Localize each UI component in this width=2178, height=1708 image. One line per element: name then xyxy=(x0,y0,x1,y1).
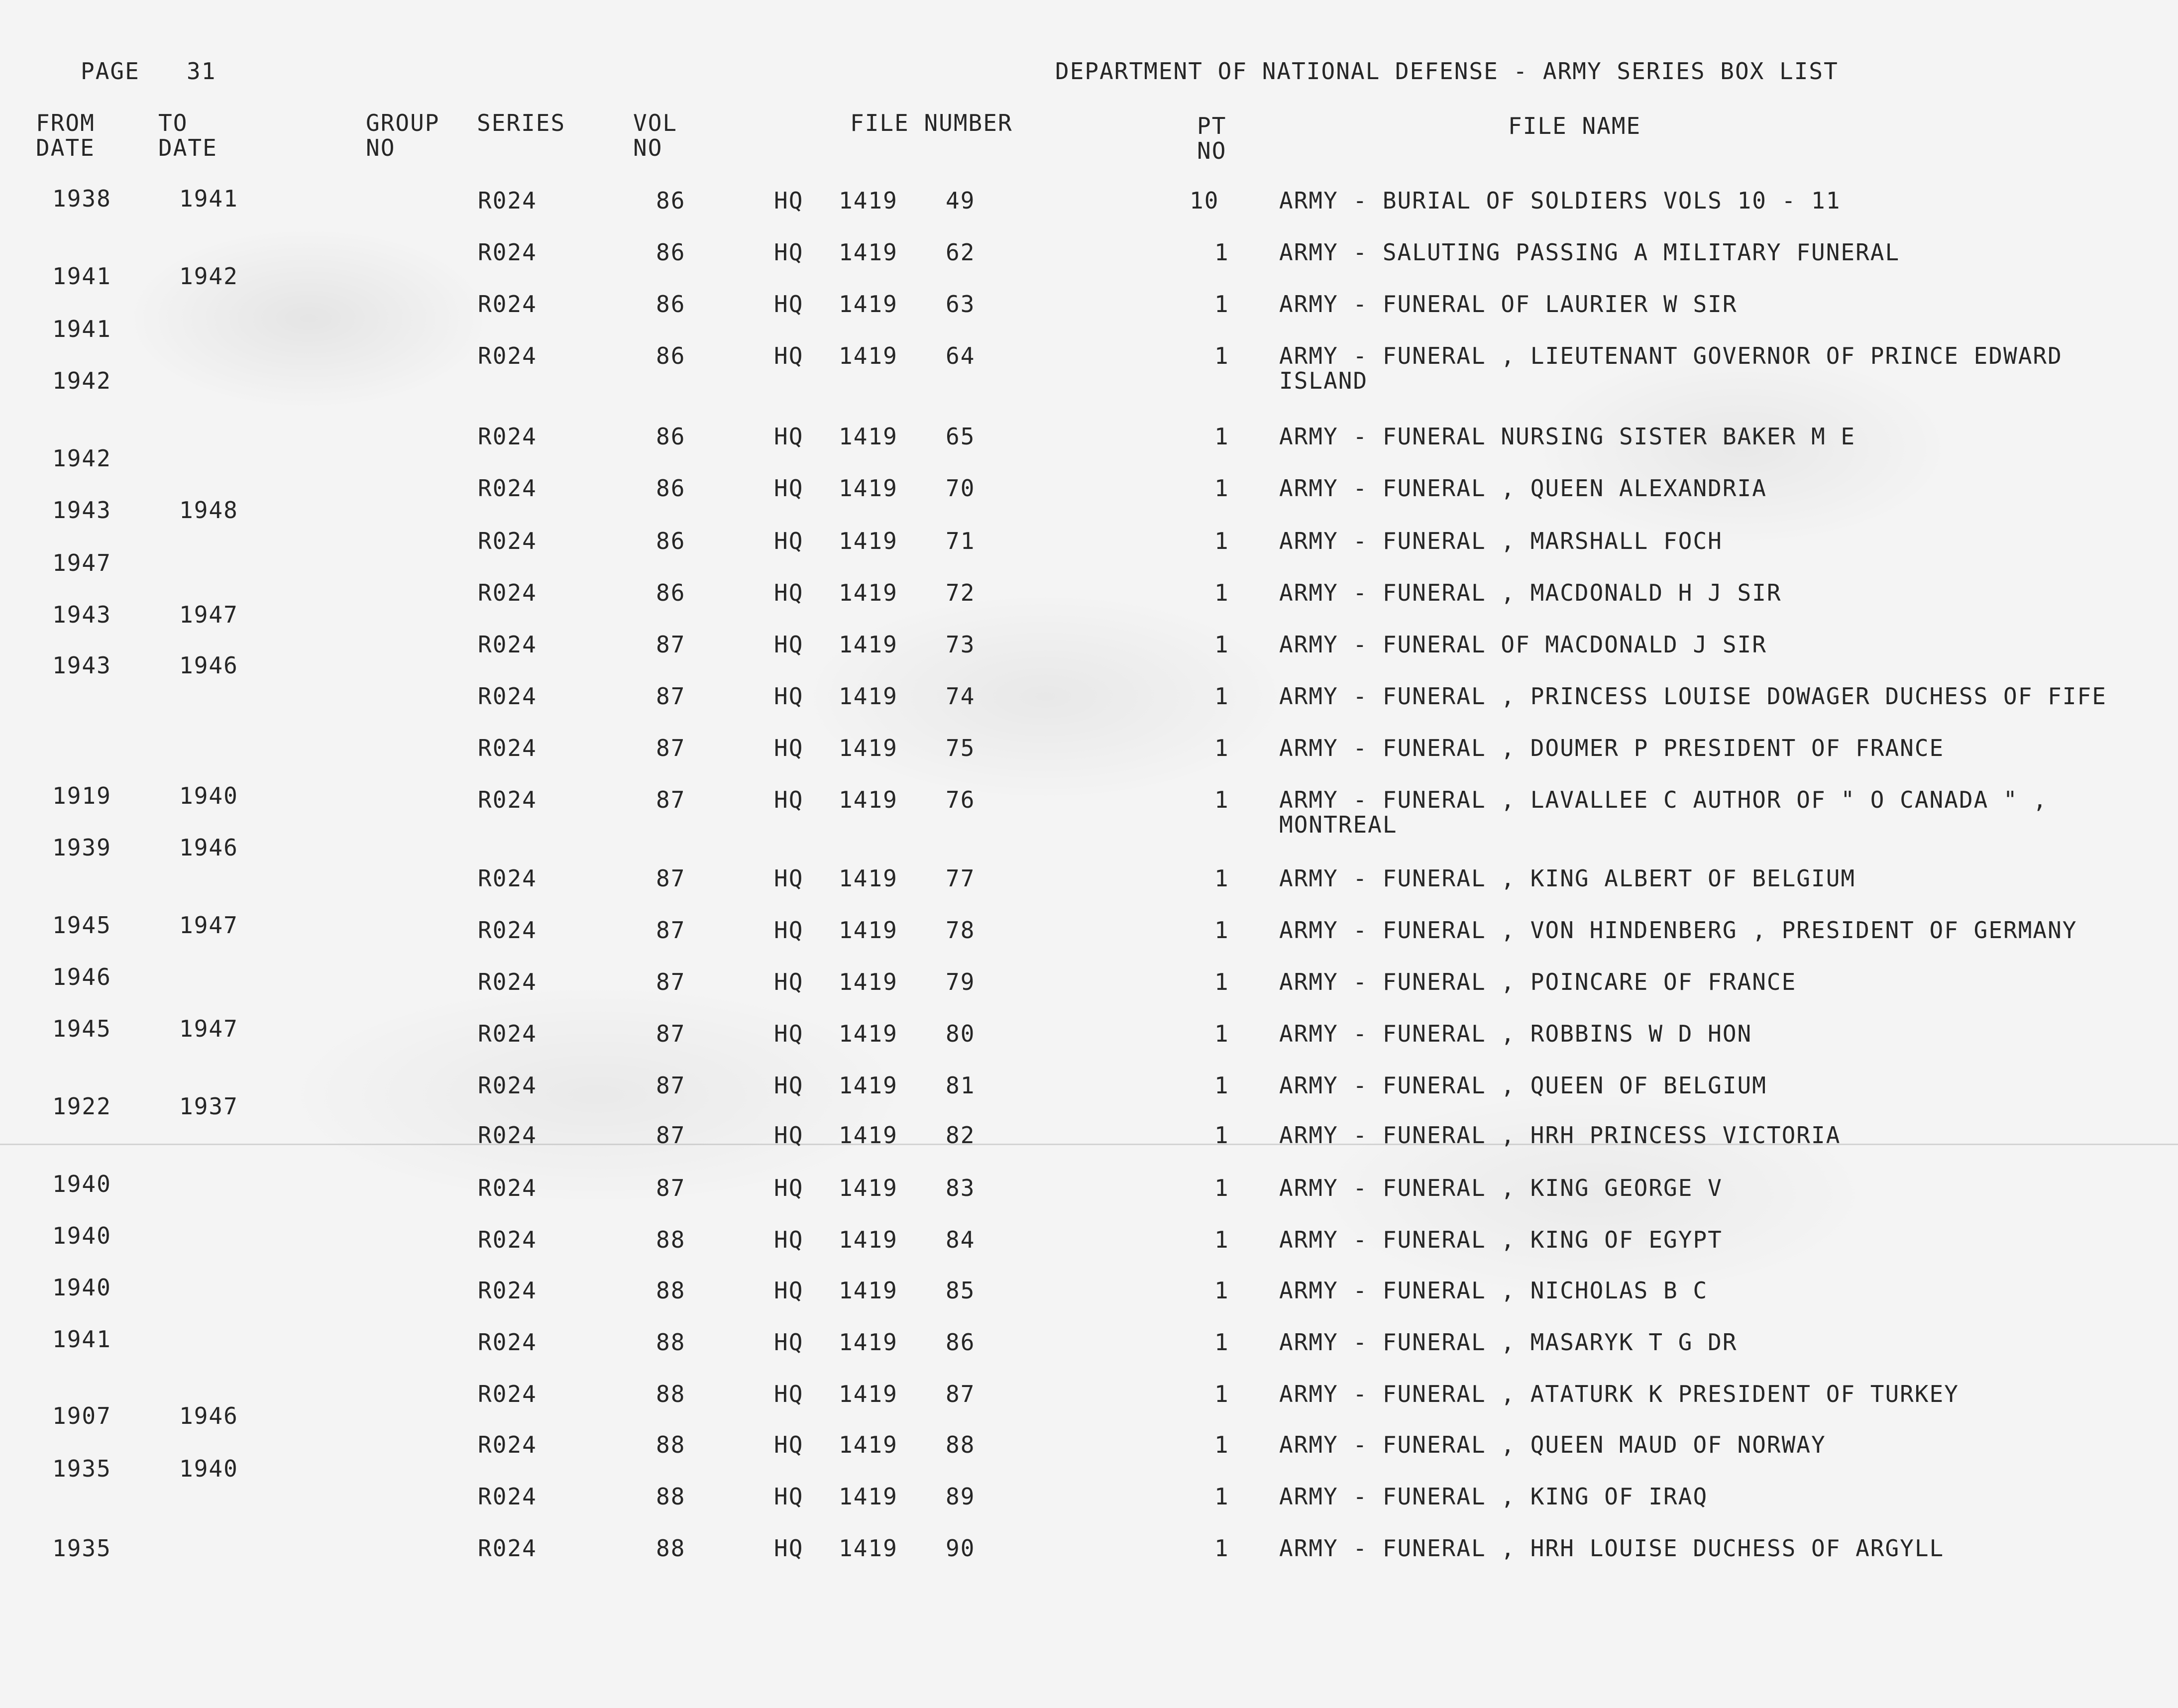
date-from: 1941 xyxy=(52,1326,111,1353)
date-from: 1939 xyxy=(52,834,111,861)
row-vol-no: 88 xyxy=(656,1535,686,1562)
row-vol-no: 87 xyxy=(656,1174,686,1201)
page-fold-line xyxy=(0,1144,2178,1145)
row-pt-no: 1 xyxy=(1214,1072,1229,1099)
row-pt-no: 1 xyxy=(1214,917,1229,944)
row-pt-no: 1 xyxy=(1214,1381,1229,1407)
row-file-prefix: HQ xyxy=(774,1535,804,1562)
row-file-number: 71 xyxy=(946,528,976,554)
row-series: R024 xyxy=(478,968,537,995)
row-series: R024 xyxy=(478,865,537,892)
row-file-prefix: HQ xyxy=(774,1122,804,1149)
row-vol-no: 87 xyxy=(656,683,686,710)
row-file-prefix: HQ xyxy=(774,683,804,710)
row-file-prefix: HQ xyxy=(774,1431,804,1458)
row-series: R024 xyxy=(478,1381,537,1407)
row-pt-no: 1 xyxy=(1214,1020,1229,1047)
row-vol-no: 88 xyxy=(656,1483,686,1510)
row-file-number: 64 xyxy=(946,342,976,369)
date-from: 1943 xyxy=(52,601,111,628)
date-to: 1946 xyxy=(179,834,238,861)
row-file-name: ARMY - BURIAL OF SOLDIERS VOLS 10 - 11 xyxy=(1279,187,1841,214)
row-file-number: 88 xyxy=(946,1431,976,1458)
row-file-series: 1419 xyxy=(839,1431,898,1458)
row-vol-no: 88 xyxy=(656,1431,686,1458)
row-file-name: ARMY - FUNERAL , VON HINDENBERG , PRESIDENT OF GERMANY xyxy=(1279,917,2077,944)
row-series: R024 xyxy=(478,423,537,450)
row-file-series: 1419 xyxy=(839,475,898,502)
row-file-name: ARMY - FUNERAL , KING OF EGYPT xyxy=(1279,1226,1723,1253)
row-pt-no: 1 xyxy=(1214,423,1229,450)
row-series: R024 xyxy=(478,528,537,554)
page-number: 31 xyxy=(187,58,217,85)
row-file-name: MONTREAL xyxy=(1279,811,1398,838)
document-title: DEPARTMENT OF NATIONAL DEFENSE - ARMY SERIES BOX LIST xyxy=(1055,58,1839,85)
col-header-file-number: FILE NUMBER xyxy=(850,109,1013,136)
row-file-name: ARMY - FUNERAL , KING ALBERT OF BELGIUM xyxy=(1279,865,1856,892)
row-pt-no: 1 xyxy=(1214,1329,1229,1356)
date-to: 1942 xyxy=(179,263,238,290)
row-file-series: 1419 xyxy=(839,917,898,944)
row-file-prefix: HQ xyxy=(774,475,804,502)
row-file-number: 72 xyxy=(946,579,976,606)
row-vol-no: 86 xyxy=(656,239,686,266)
row-file-prefix: HQ xyxy=(774,1072,804,1099)
row-file-prefix: HQ xyxy=(774,917,804,944)
date-to: 1947 xyxy=(179,912,238,939)
row-file-number: 87 xyxy=(946,1381,976,1407)
row-file-series: 1419 xyxy=(839,1174,898,1201)
row-pt-no: 1 xyxy=(1214,528,1229,554)
row-vol-no: 86 xyxy=(656,475,686,502)
col-header-series: SERIES xyxy=(477,109,566,136)
row-vol-no: 87 xyxy=(656,786,686,813)
row-file-name: ARMY - FUNERAL , ROBBINS W D HON xyxy=(1279,1020,1752,1047)
row-file-prefix: HQ xyxy=(774,423,804,450)
row-file-name: ARMY - FUNERAL , KING GEORGE V xyxy=(1279,1174,1723,1201)
row-file-prefix: HQ xyxy=(774,631,804,658)
row-pt-no: 1 xyxy=(1214,735,1229,761)
date-from: 1945 xyxy=(52,1015,111,1042)
row-file-prefix: HQ xyxy=(774,1020,804,1047)
row-file-number: 80 xyxy=(946,1020,976,1047)
row-series: R024 xyxy=(478,683,537,710)
row-file-series: 1419 xyxy=(839,1122,898,1149)
col-header-from-date: FROM xyxy=(36,109,95,136)
row-file-name: ARMY - FUNERAL , MARSHALL FOCH xyxy=(1279,528,1723,554)
row-pt-no: 1 xyxy=(1214,239,1229,266)
row-file-number: 63 xyxy=(946,291,976,318)
row-file-number: 83 xyxy=(946,1174,976,1201)
row-vol-no: 88 xyxy=(656,1226,686,1253)
row-file-prefix: HQ xyxy=(774,1483,804,1510)
row-pt-no: 1 xyxy=(1214,342,1229,369)
row-pt-no: 1 xyxy=(1214,631,1229,658)
row-vol-no: 87 xyxy=(656,1020,686,1047)
row-vol-no: 86 xyxy=(656,342,686,369)
row-file-prefix: HQ xyxy=(774,735,804,761)
row-file-series: 1419 xyxy=(839,683,898,710)
date-from: 1938 xyxy=(52,185,111,212)
col-header-group-no: NO xyxy=(366,134,396,161)
row-file-series: 1419 xyxy=(839,239,898,266)
row-pt-no: 1 xyxy=(1214,786,1229,813)
col-header-file-name: FILE NAME xyxy=(1508,112,1641,139)
row-pt-no: 1 xyxy=(1214,865,1229,892)
row-vol-no: 87 xyxy=(656,865,686,892)
row-file-name: ARMY - FUNERAL , POINCARE OF FRANCE xyxy=(1279,968,1797,995)
row-file-name: ARMY - FUNERAL , KING OF IRAQ xyxy=(1279,1483,1708,1510)
col-header-group-no: GROUP xyxy=(366,109,440,136)
row-pt-no: 1 xyxy=(1214,579,1229,606)
row-file-series: 1419 xyxy=(839,968,898,995)
row-file-series: 1419 xyxy=(839,865,898,892)
row-series: R024 xyxy=(478,735,537,761)
row-file-series: 1419 xyxy=(839,786,898,813)
row-series: R024 xyxy=(478,187,537,214)
row-pt-no: 1 xyxy=(1214,1431,1229,1458)
date-to: 1947 xyxy=(179,1015,238,1042)
row-file-series: 1419 xyxy=(839,1020,898,1047)
row-series: R024 xyxy=(478,917,537,944)
row-series: R024 xyxy=(478,1329,537,1356)
row-file-name: ARMY - FUNERAL , QUEEN OF BELGIUM xyxy=(1279,1072,1767,1099)
row-pt-no: 1 xyxy=(1214,291,1229,318)
row-file-number: 78 xyxy=(946,917,976,944)
date-from: 1943 xyxy=(52,497,111,524)
row-file-prefix: HQ xyxy=(774,968,804,995)
row-series: R024 xyxy=(478,1020,537,1047)
row-file-prefix: HQ xyxy=(774,1226,804,1253)
row-vol-no: 86 xyxy=(656,528,686,554)
date-from: 1945 xyxy=(52,912,111,939)
row-vol-no: 87 xyxy=(656,917,686,944)
row-file-series: 1419 xyxy=(839,187,898,214)
row-pt-no: 1 xyxy=(1214,475,1229,502)
row-series: R024 xyxy=(478,1122,537,1149)
col-header-from-date: DATE xyxy=(36,134,95,161)
date-from: 1942 xyxy=(52,445,111,472)
row-vol-no: 86 xyxy=(656,423,686,450)
row-file-number: 81 xyxy=(946,1072,976,1099)
row-file-prefix: HQ xyxy=(774,1381,804,1407)
date-from: 1941 xyxy=(52,263,111,290)
date-from: 1943 xyxy=(52,652,111,679)
row-file-prefix: HQ xyxy=(774,291,804,318)
row-vol-no: 86 xyxy=(656,187,686,214)
col-header-pt-no: PT xyxy=(1197,112,1227,139)
row-pt-no: 1 xyxy=(1214,683,1229,710)
row-vol-no: 87 xyxy=(656,1122,686,1149)
row-file-series: 1419 xyxy=(839,1226,898,1253)
col-header-vol-no: NO xyxy=(633,134,663,161)
row-vol-no: 87 xyxy=(656,631,686,658)
date-from: 1935 xyxy=(52,1535,111,1562)
date-from: 1941 xyxy=(52,316,111,342)
row-vol-no: 86 xyxy=(656,291,686,318)
row-file-series: 1419 xyxy=(839,1329,898,1356)
row-series: R024 xyxy=(478,631,537,658)
row-series: R024 xyxy=(478,475,537,502)
row-pt-no: 10 xyxy=(1190,187,1219,214)
row-file-name: ARMY - FUNERAL , HRH LOUISE DUCHESS OF ARGYLL xyxy=(1279,1535,1945,1562)
row-file-number: 73 xyxy=(946,631,976,658)
row-file-name: ARMY - FUNERAL , MACDONALD H J SIR xyxy=(1279,579,1782,606)
row-vol-no: 87 xyxy=(656,1072,686,1099)
col-header-pt-no: NO xyxy=(1197,137,1227,164)
row-pt-no: 1 xyxy=(1214,968,1229,995)
row-file-name: ARMY - FUNERAL , NICHOLAS B C xyxy=(1279,1277,1708,1304)
date-from: 1940 xyxy=(52,1274,111,1301)
row-file-name: ARMY - FUNERAL , QUEEN MAUD OF NORWAY xyxy=(1279,1431,1826,1458)
date-to: 1948 xyxy=(179,497,238,524)
row-pt-no: 1 xyxy=(1214,1174,1229,1201)
date-from: 1919 xyxy=(52,782,111,809)
row-file-prefix: HQ xyxy=(774,1174,804,1201)
row-file-number: 70 xyxy=(946,475,976,502)
date-from: 1935 xyxy=(52,1455,111,1482)
date-from: 1947 xyxy=(52,549,111,576)
row-file-name: ARMY - FUNERAL NURSING SISTER BAKER M E xyxy=(1279,423,1856,450)
row-file-series: 1419 xyxy=(839,631,898,658)
date-from: 1942 xyxy=(52,367,111,394)
row-file-prefix: HQ xyxy=(774,342,804,369)
row-file-number: 77 xyxy=(946,865,976,892)
date-from: 1907 xyxy=(52,1402,111,1429)
row-vol-no: 87 xyxy=(656,735,686,761)
row-series: R024 xyxy=(478,1431,537,1458)
col-header-to-date: TO xyxy=(158,109,188,136)
col-header-vol-no: VOL xyxy=(633,109,678,136)
row-series: R024 xyxy=(478,579,537,606)
row-series: R024 xyxy=(478,1277,537,1304)
row-file-series: 1419 xyxy=(839,528,898,554)
row-file-number: 75 xyxy=(946,735,976,761)
row-file-number: 90 xyxy=(946,1535,976,1562)
row-file-prefix: HQ xyxy=(774,786,804,813)
row-file-number: 89 xyxy=(946,1483,976,1510)
row-file-prefix: HQ xyxy=(774,239,804,266)
row-file-series: 1419 xyxy=(839,735,898,761)
page-label: PAGE xyxy=(81,58,140,85)
date-to: 1946 xyxy=(179,1402,238,1429)
row-file-number: 84 xyxy=(946,1226,976,1253)
row-file-name: ARMY - FUNERAL OF LAURIER W SIR xyxy=(1279,291,1738,318)
row-series: R024 xyxy=(478,239,537,266)
date-to: 1937 xyxy=(179,1093,238,1120)
row-file-prefix: HQ xyxy=(774,187,804,214)
row-file-series: 1419 xyxy=(839,423,898,450)
row-series: R024 xyxy=(478,1483,537,1510)
row-file-name: ARMY - FUNERAL , HRH PRINCESS VICTORIA xyxy=(1279,1122,1841,1149)
row-file-name: ISLAND xyxy=(1279,367,1368,394)
row-file-name: ARMY - SALUTING PASSING A MILITARY FUNERAL xyxy=(1279,239,1900,266)
row-file-series: 1419 xyxy=(839,1483,898,1510)
row-vol-no: 86 xyxy=(656,579,686,606)
row-file-series: 1419 xyxy=(839,1381,898,1407)
row-pt-no: 1 xyxy=(1214,1277,1229,1304)
date-from: 1922 xyxy=(52,1093,111,1120)
row-series: R024 xyxy=(478,786,537,813)
row-file-name: ARMY - FUNERAL , LAVALLEE C AUTHOR OF " O CANADA " , xyxy=(1279,786,2048,813)
row-series: R024 xyxy=(478,291,537,318)
row-file-number: 62 xyxy=(946,239,976,266)
row-file-number: 82 xyxy=(946,1122,976,1149)
row-pt-no: 1 xyxy=(1214,1226,1229,1253)
row-file-prefix: HQ xyxy=(774,579,804,606)
row-series: R024 xyxy=(478,1174,537,1201)
row-series: R024 xyxy=(478,1072,537,1099)
row-series: R024 xyxy=(478,342,537,369)
date-to: 1941 xyxy=(179,185,238,212)
row-file-name: ARMY - FUNERAL , LIEUTENANT GOVERNOR OF PRINCE EDWARD xyxy=(1279,342,2063,369)
date-to: 1946 xyxy=(179,652,238,679)
row-file-number: 74 xyxy=(946,683,976,710)
row-file-series: 1419 xyxy=(839,291,898,318)
date-from: 1940 xyxy=(52,1171,111,1197)
row-file-name: ARMY - FUNERAL , MASARYK T G DR xyxy=(1279,1329,1738,1356)
date-to: 1940 xyxy=(179,1455,238,1482)
row-file-prefix: HQ xyxy=(774,1329,804,1356)
row-file-series: 1419 xyxy=(839,1072,898,1099)
row-series: R024 xyxy=(478,1535,537,1562)
row-file-series: 1419 xyxy=(839,1277,898,1304)
row-file-number: 76 xyxy=(946,786,976,813)
row-pt-no: 1 xyxy=(1214,1535,1229,1562)
row-file-prefix: HQ xyxy=(774,865,804,892)
row-file-series: 1419 xyxy=(839,342,898,369)
row-file-name: ARMY - FUNERAL OF MACDONALD J SIR xyxy=(1279,631,1767,658)
row-file-number: 49 xyxy=(946,187,976,214)
row-pt-no: 1 xyxy=(1214,1483,1229,1510)
date-from: 1940 xyxy=(52,1222,111,1249)
row-file-prefix: HQ xyxy=(774,528,804,554)
row-vol-no: 88 xyxy=(656,1381,686,1407)
row-pt-no: 1 xyxy=(1214,1122,1229,1149)
row-vol-no: 87 xyxy=(656,968,686,995)
row-file-number: 86 xyxy=(946,1329,976,1356)
col-header-to-date: DATE xyxy=(158,134,218,161)
row-file-name: ARMY - FUNERAL , DOUMER P PRESIDENT OF FRANCE xyxy=(1279,735,1945,761)
row-file-number: 79 xyxy=(946,968,976,995)
row-file-series: 1419 xyxy=(839,579,898,606)
row-file-number: 65 xyxy=(946,423,976,450)
row-file-name: ARMY - FUNERAL , ATATURK K PRESIDENT OF TURKEY xyxy=(1279,1381,1959,1407)
row-file-name: ARMY - FUNERAL , QUEEN ALEXANDRIA xyxy=(1279,475,1767,502)
row-series: R024 xyxy=(478,1226,537,1253)
date-from: 1946 xyxy=(52,963,111,990)
row-file-number: 85 xyxy=(946,1277,976,1304)
row-vol-no: 88 xyxy=(656,1277,686,1304)
row-file-name: ARMY - FUNERAL , PRINCESS LOUISE DOWAGER DUCHESS OF FIFE xyxy=(1279,683,2107,710)
row-file-prefix: HQ xyxy=(774,1277,804,1304)
date-to: 1940 xyxy=(179,782,238,809)
row-file-series: 1419 xyxy=(839,1535,898,1562)
row-vol-no: 88 xyxy=(656,1329,686,1356)
date-to: 1947 xyxy=(179,601,238,628)
